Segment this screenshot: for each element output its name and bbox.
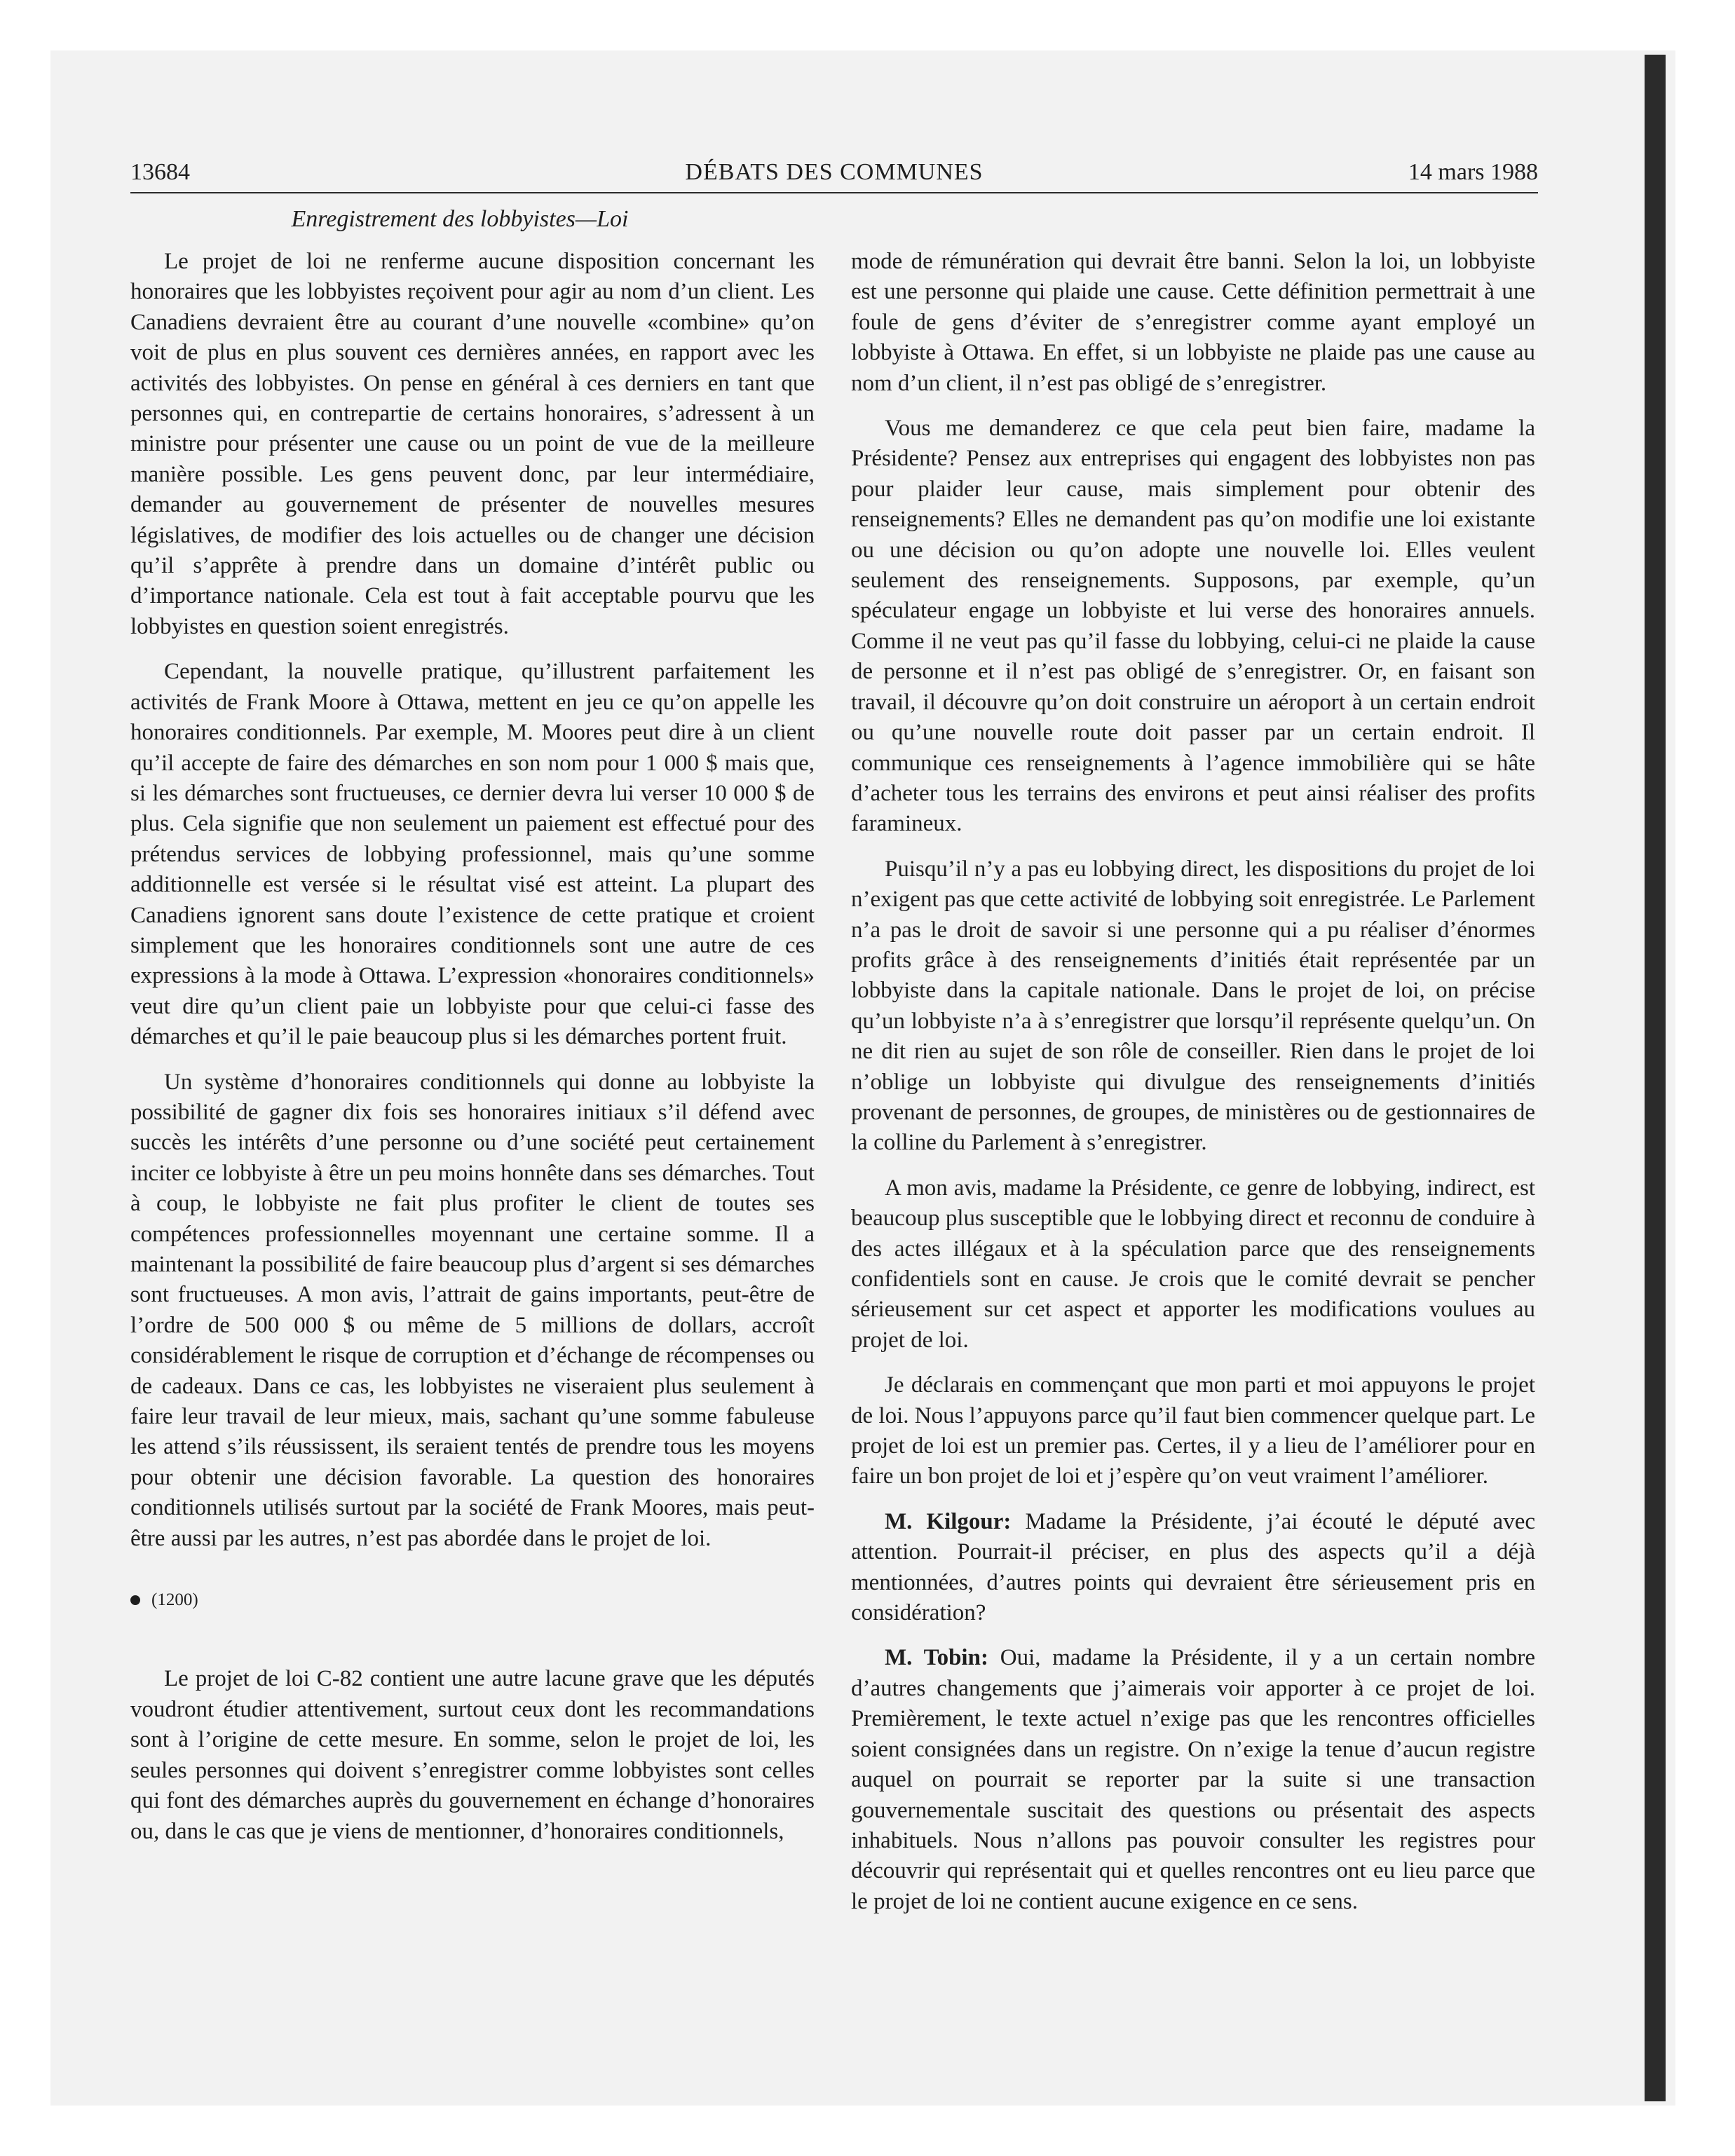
page-number: 13684: [130, 159, 190, 185]
paragraph: A mon avis, madame la Présidente, ce genre de lobbying, indirect, est beaucoup plus susceptible que le lobbying direct et reconnu de conduire à des actes illégaux et à la spéculation parce que des renseignements confidentiels sont en cause. Je crois que le comité devrait se pencher sérieusement sur cet aspect et apporter les modifications voulues au projet de loi.: [851, 1175, 1535, 1353]
paragraph: Puisqu’il n’y a pas eu lobbying direct, les dispositions du projet de loi n’exigent pas que cette activité de lobbying soit enregistrée. Le Parlement n’a pas le droit de savoir si une personne qui a pu réaliser d’énormes profits grâce à des renseignements d’initiés était représentée par un lobbyiste dans la capitale nationale. Dans le projet de loi, on précise qu’un lobbyiste n’a à s’enregistrer que lorsqu’il représente quelqu’un. On ne dit rien au sujet de son rôle de conseiller. Rien dans le projet de loi n’oblige un lobbyiste qui divulgue des renseignements d’initiés provenant de personnes, de groupes, de ministères ou de gestionnaires de la colline du Parlement à s’enregistrer.: [851, 856, 1535, 1156]
section-title: Enregistrement des lobbyistes—Loi: [291, 206, 629, 232]
publication-title: DÉBATS DES COMMUNES: [685, 159, 984, 185]
speech-paragraph: [851, 1507, 1535, 1629]
scan-edge-bar: [1645, 55, 1666, 2101]
left-column: [130, 247, 815, 1862]
paragraph: Vous me demanderez ce que cela peut bien faire, madame la Présidente? Pensez aux entreprises qui engagent des lobbyistes non pas pour plaider leur cause, mais simplement pour obtenir des renseignements? Elles ne demandent pas qu’on modifie une loi existante ou une décision ou qu’on adopte une nouvelle loi. Elles veulent seulement des renseignements. Supposons, par exemple, qu’un spéculateur engage un lobbyiste et lui verse des honoraires annuels. Comme il ne veut pas qu’il fasse du lobbying, celui-ci ne plaide la cause de personne et il n’est pas obligé de s’enregistrer. Or, en faisant son travail, il découvre qu’on doit construire un aéroport à un certain endroit ou qu’une nouvelle route doit passer par un certain endroit. Il communique ces renseignements à l’agence immobilière qui se hâte d’acheter tous les terrains des environs et peut ainsi réaliser des profits faramineux.: [851, 416, 1535, 837]
speech-text: Oui, madame la Présidente, il y a un certain nombre d’autres changements que j’aimerais voir apporter à ce projet de loi. Premièrement, le texte actuel n’exige pas que les rencontres officielles soient consignées dans un registre. On n’exige la tenue d’aucun registre auquel on pourrait se reporter par la suite si une transaction gouvernementale suscitait des questions ou présentait des aspects inhabituels. Nous n’allons pas pouvoir consulter les registres pour découvrir qui représentait qui et quelles rencontres ont eu lieu parce que le projet de loi ne contient aucune exigence en ce sens.: [851, 1645, 1535, 1914]
paragraph: Le projet de loi ne renferme aucune disposition concernant les honoraires que les lobbyistes reçoivent pour agir au nom d’un client. Les Canadiens devraient être au courant d’une nouvelle «combine» qu’on voit de plus en plus souvent ces dernières années, en rapport avec les activités des lobbyistes. On pense en général à ces derniers en tant que personnes qui, en contrepartie de certains honoraires, s’adressent à un ministre pour présenter une cause ou un point de vue de la meilleure manière possible. Les gens peuvent donc, par leur intermédiaire, demander au gouvernement de présenter de nouvelles mesures législatives, de modifier des lois actuelles ou de changer une décision qu’il s’apprête à prendre dans un domaine d’intérêt public ou d’importance nationale. Cela est tout à fait acceptable pourvu que les lobbyistes en question soient enregistrés.: [130, 249, 815, 639]
page-header: [130, 156, 1538, 193]
speech-paragraph: [851, 1643, 1535, 1917]
paragraph: Le projet de loi C-82 contient une autre lacune grave que les députés voudront étudier attentivement, surtout ceux dont les recommandations sont à l’origine de cette mesure. En somme, selon le projet de loi, les seules personnes qui doivent s’enregistrer comme lobbyistes sont celles qui font des démarches auprès du gouvernement en échange d’honoraires ou, dans le cas que je viens de mentionner, d’honoraires conditionnels,: [130, 1666, 815, 1844]
time-marker: [130, 1585, 815, 1615]
time-marker-label: (1200): [151, 1590, 198, 1610]
paragraph: Je déclarais en commençant que mon parti et moi appuyons le projet de loi. Nous l’appuyons parce qu’il faut bien commencer quelque part. Le projet de loi est un premier pas. Certes, il y a lieu de l’améliorer pour en faire un bon projet de loi et j’espère qu’on veut vraiment l’améliorer.: [851, 1372, 1535, 1489]
speaker-name: M. Kilgour:: [885, 1508, 1012, 1534]
bullet-icon: [130, 1595, 140, 1605]
paragraph: Un système d’honoraires conditionnels qui donne au lobbyiste la possibilité de gagner dix fois ses honoraires initiaux s’il défend avec succès les intérêts d’une personne ou d’une société peut certainement inciter ce lobbyiste à être un peu moins honnête dans ses démarches. Tout à coup, le lobbyiste ne fait plus profiter le client de toutes ses compétences professionnelles moyennant une certaine somme. Il a maintenant la possibilité de faire beaucoup plus d’argent si ses démarches sont fructueuses. A mon avis, l’attrait de gains importants, peut-être de l’ordre de 500 000 $ ou même de 5 millions de dollars, accroît considérablement le risque de corruption et d’échange de récompenses ou de cadeaux. Dans ce cas, les lobbyistes ne viseraient plus seulement à faire leur travail de leur mieux, mais, sachant qu’une somme fabuleuse les attend s’ils réussissent, ils seraient tentés de prendre tous les moyens pour obtenir une décision favorable. La question des honoraires conditionnels utilisés surtout par la société de Frank Moores, mais peut-être aussi par les autres, n’est pas abordée dans le projet de loi.: [130, 1069, 815, 1551]
paragraph: Cependant, la nouvelle pratique, qu’illustrent parfaitement les activités de Frank Moore à Ottawa, mettent en jeu ce qu’on appelle les honoraires conditionnels. Par exemple, M. Moores peut dire à un client qu’il accepte de faire des démarches en son nom pour 1 000 $ mais que, si les démarches sont fructueuses, ce dernier devra lui verser 10 000 $ de plus. Cela signifie que non seulement un paiement est effectué pour des prétendus services de lobbying professionnel, mais qu’une somme additionnelle est versée si le résultat visé est atteint. La plupart des Canadiens ignorent sans doute l’existence de cette pratique et croient simplement que les honoraires conditionnels sont une autre de ces expressions à la mode à Ottawa. L’expression «honoraires conditionnels» veut dire qu’un client paie un lobbyiste pour que celui-ci fasse des démarches et qu’il le paie beaucoup plus si les démarches portent fruit.: [130, 659, 815, 1050]
paragraph: mode de rémunération qui devrait être banni. Selon la loi, un lobbyiste est une personne qui plaide une cause. Cette définition permettrait à une foule de gens d’éviter de s’enregistrer comme ayant employé un lobbyiste à Ottawa. En effet, si un lobbyiste ne plaide pas une cause au nom d’un client, il n’est pas obligé de s’enregistrer.: [851, 249, 1535, 396]
speech-text: Madame la Présidente, j’ai écouté le député avec attention. Pourrait-il préciser, en plus des aspects qu’il a déjà mentionnées, d’autres points qui devraient être sérieusement pris en considération?: [851, 1508, 1535, 1626]
speaker-name: M. Tobin:: [885, 1645, 988, 1671]
right-column: [851, 247, 1535, 1932]
publication-date: 14 mars 1988: [1408, 159, 1538, 185]
